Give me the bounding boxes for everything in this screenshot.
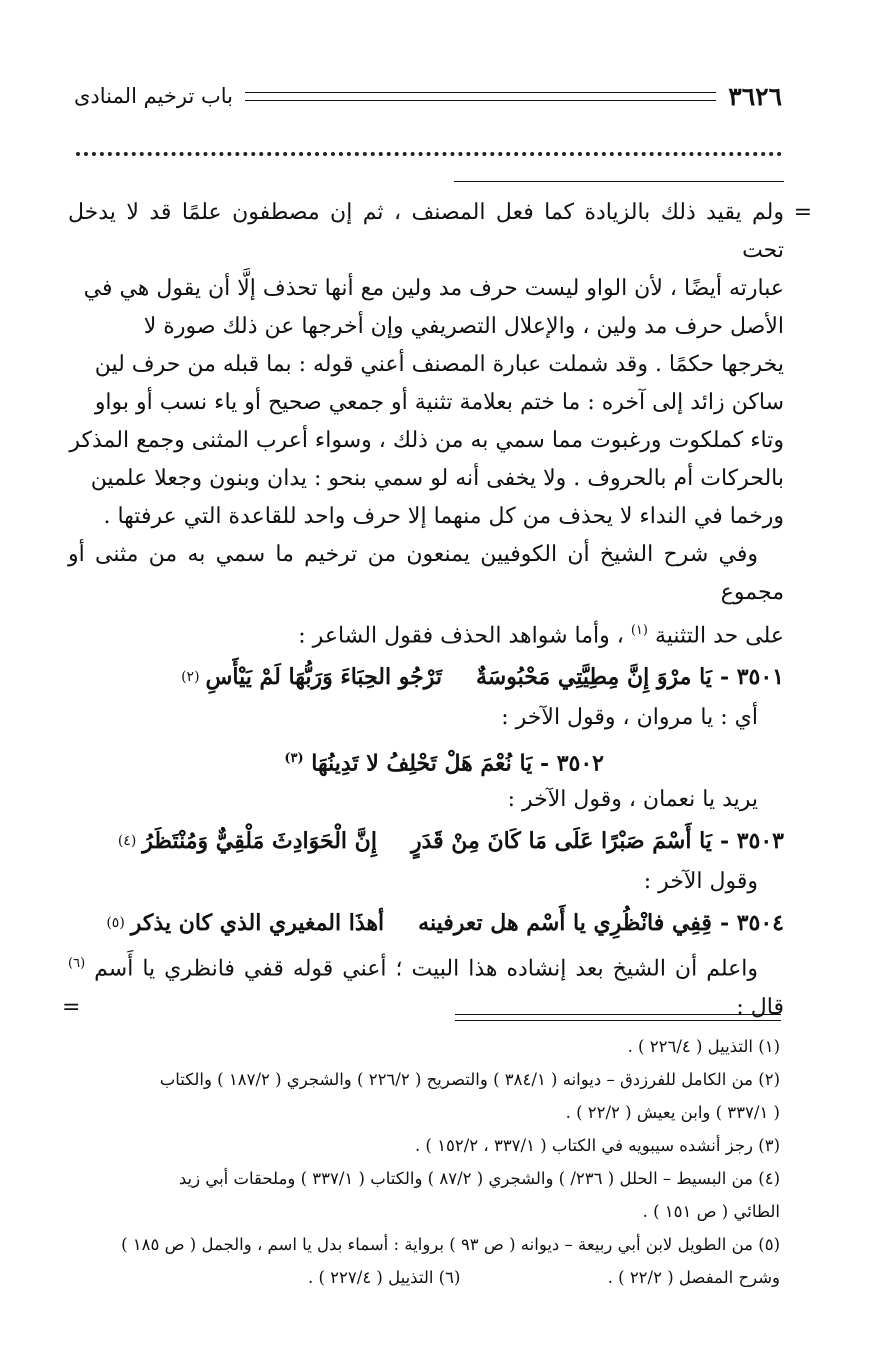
footnote-ref: (٣) <box>284 751 304 767</box>
verse-3501 <box>68 655 784 699</box>
verse-3504 <box>68 901 784 945</box>
verse-hemistich-2: تَرْجُو الحِبَاءَ وَرَبُّهَا لَمْ يَيْأَسِ <box>205 664 442 691</box>
footnote-2-cont: ( ٣٣٧/١ ) وابن يعيش ( ٢٢/٢ ) . <box>565 1103 780 1122</box>
footnote-ref: (٤) <box>117 833 137 850</box>
dotted-separator <box>76 152 782 156</box>
text-line: وتاء كملكوت ورغبوت مما سمي به من ذلك ، وسواء أعرب المثنى وجمع المذكر <box>69 428 784 453</box>
footnote-ref: (١) <box>630 623 648 638</box>
verse-hemistich-2: أهذَا المغيري الذي كان يذكر <box>130 910 385 937</box>
verse-number: ٣٥٠٢ - <box>539 750 604 777</box>
paragraph-1 <box>68 194 812 536</box>
verse-hemistich-1: يَا أَسْمَ صَبْرًا عَلَى مَا كَانَ مِنْ قَدَرٍ <box>410 828 712 855</box>
continuation-mark: = <box>793 200 812 225</box>
paragraph-2 <box>68 536 784 655</box>
footnote-row <box>68 1261 780 1294</box>
footnote-5-cont: وشرح المفصل ( ٢٢/٢ ) . <box>607 1268 780 1287</box>
text-line: ساكن زائد إلى آخره : ما ختم بعلامة تثنية أو جمعي صحيح أو ياء نسب أو بواو <box>94 390 784 415</box>
main-text <box>62 194 812 1027</box>
page-number: ٣٦٢٦ <box>728 81 782 111</box>
footnotes <box>68 1030 780 1294</box>
verse-hemistich-2: إِنَّ الْحَوَادِثَ مَلْقِيٌّ وَمُنْتَظَرُ <box>142 828 377 855</box>
text-line: يخرجها حكمًا . وقد شملت عبارة المصنف أعني قوله : بما قبله من حرف لين <box>94 352 784 377</box>
verse-hemistich-1: يَا مرْوَ إِنَّ مِطِيَّتِي مَحْبُوسَةٌ <box>475 664 712 691</box>
text-line: عبارته أيضًا ، لأن الواو ليست حرف مد ولين مع أنها تحذف إلَّا أن يقول هي في <box>83 276 784 301</box>
text-line: الأصل حرف مد ولين ، والإعلال التصريفي وإن أخرجها عن ذلك صورة لا <box>143 314 784 339</box>
text-segment: ، وأما شواهد الحذف فقول الشاعر : <box>298 623 624 649</box>
text-segment: على حد التثنية <box>654 623 784 649</box>
end-continuation-mark: = <box>62 994 81 1020</box>
verse-3503 <box>68 819 784 863</box>
footnote-2: (٢) من الكامل للفرزدق – ديوانه ( ٣٨٤/١ ) والتصريح ( ٢٢٦/٢ ) والشجري ( ١٨٧/٢ ) والكتاب <box>159 1070 780 1089</box>
text-line: وقول الآخر : <box>643 869 758 895</box>
verse-3502 <box>68 737 784 781</box>
text-segment: قال : <box>736 994 784 1020</box>
verse-text: يَا نُعْمَ هَلْ تَحْلِفُ لا تَدِينُهَا <box>311 750 533 777</box>
footnote-1: (١) التذييل ( ٢٢٦/٤ ) . <box>627 1037 780 1056</box>
verse-number: ٣٥٠٣ - <box>719 828 784 855</box>
text-line: بالحركات أم بالحروف . ولا يخفى أنه لو سمي بنحو : يدان وبنون وجعلا علمين <box>90 466 784 491</box>
footnote-ref: (٢) <box>181 669 200 686</box>
text-line: ورخما في النداء لا يحذف من كل منهما إلا حرف واحد للقاعدة التي عرفتها . <box>103 504 784 529</box>
text-line: أي : يا مروان ، وقول الآخر : <box>501 705 758 731</box>
footnote-ref: (٥) <box>106 915 125 932</box>
verse-hemistich-1: قِفِي فانْظُرِي يا أَسْم هل تعرفينه <box>418 910 712 937</box>
footnote-3: (٣) رجز أنشده سيبويه في الكتاب ( ٣٣٧/١ ، ١٥٢/٢ ) . <box>414 1136 780 1155</box>
footnote-ref: (٦) <box>68 956 86 972</box>
footnote-6: (٦) التذييل ( ٢٢٧/٤ ) . <box>308 1268 461 1287</box>
text-line <box>68 612 784 655</box>
footnote-rule <box>455 1014 781 1021</box>
text-line: ولم يقيد ذلك بالزيادة كما فعل المصنف ، ثم إن مصطفون علمًا قد لا يدخل تحت <box>68 200 784 263</box>
footnote-continuation-rule <box>454 181 784 182</box>
chapter-title: باب ترخيم المنادى <box>74 84 233 108</box>
footnote-4: (٤) من البسيط – الحلل ( ٢٣٦/ ) والشجري ( ٨٧/٢ ) والكتاب ( ٣٣٧/١ ) وملحقات أبي زيد <box>178 1169 780 1188</box>
text-line: يريد يا نعمان ، وقول الآخر : <box>507 787 758 813</box>
verse-number: ٣٥٠١ - <box>719 664 784 691</box>
footnote-5: (٥) من الطويل لابن أبي ربيعة – ديوانه ( ص ٩٣ ) برواية : أسماء بدل يا اسم ، والجمل ( ص ١٨٥ ) <box>121 1235 780 1254</box>
verse-number: ٣٥٠٤ - <box>719 910 784 937</box>
text-segment: واعلم أن الشيخ بعد إنشاده هذا البيت ؛ أعني قوله قفي فانظري يا أَسم <box>94 956 758 982</box>
page-header <box>74 76 782 116</box>
header-rule <box>245 92 716 101</box>
text-line: وفي شرح الشيخ أن الكوفيين يمنعون من ترخيم ما سمي به من مثنى أو مجموع <box>68 542 784 605</box>
footnote-4-cont: الطائي ( ص ١٥١ ) . <box>642 1202 780 1221</box>
